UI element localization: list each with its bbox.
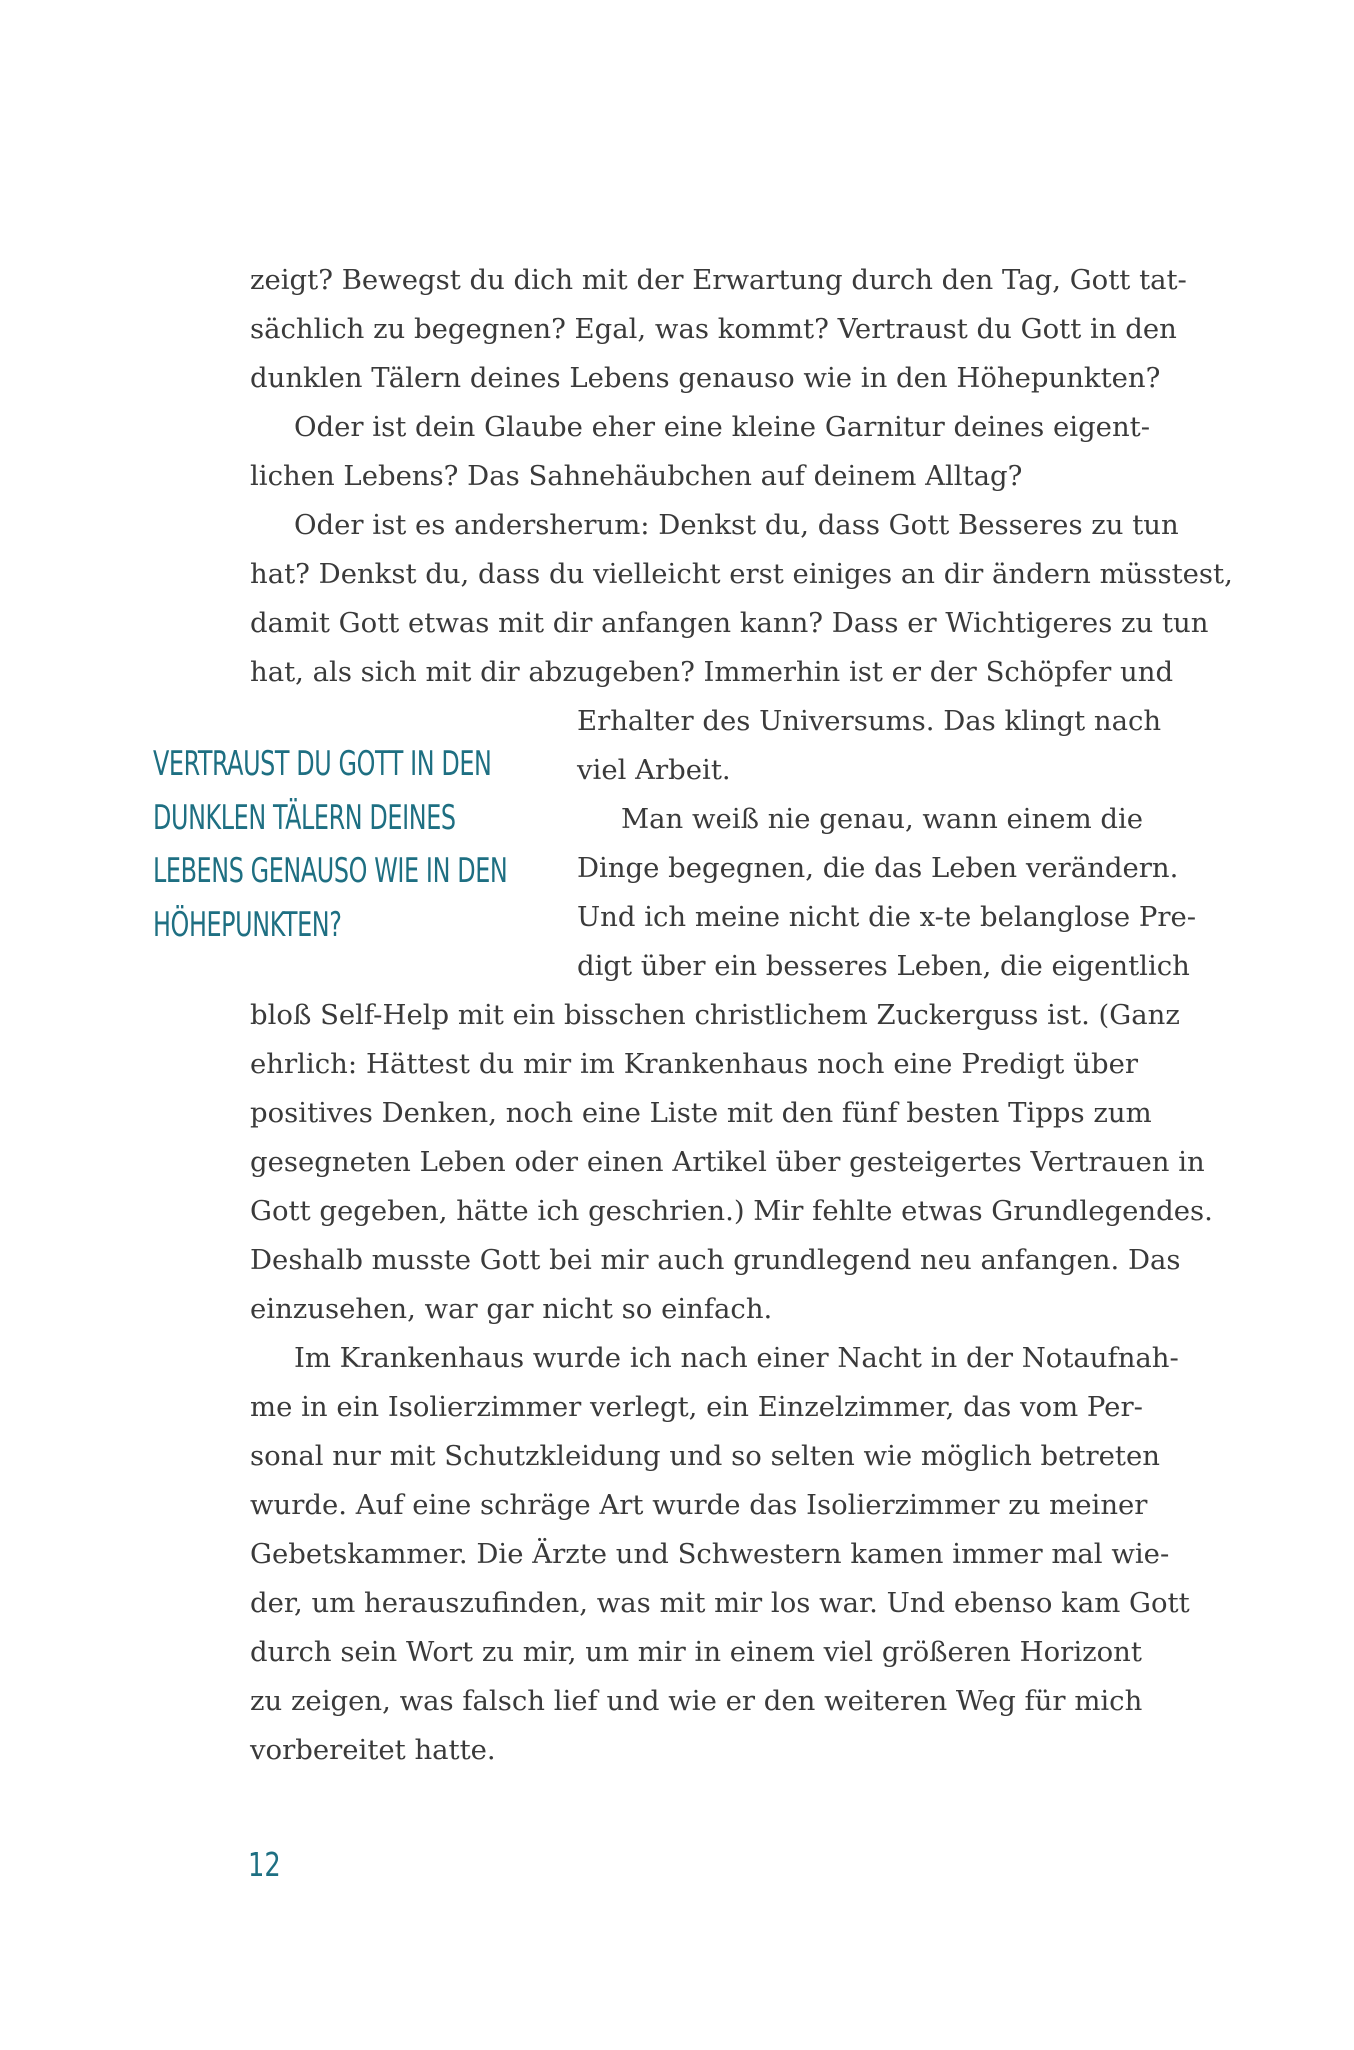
body-line: sächlich zu begegnen? Egal, was kommt? Vertraust du Gott in den [250,313,1177,345]
body-line: sonal nur mit Schutzkleidung und so selten wie möglich betreten [250,1440,1160,1472]
pull-quote [153,738,559,952]
body-line: zu zeigen, was falsch lief und wie er den weiteren Weg für mich [250,1685,1143,1717]
body-line: lichen Lebens? Das Sahnehäubchen auf deinem Alltag? [250,460,1023,492]
body-line: dunklen Tälern deines Lebens genauso wie in den Höhepunkten? [250,362,1161,394]
pull-quote-line: HÖHEPUNKTEN? [153,904,342,945]
body-line: Im Krankenhaus wurde ich nach einer Nacht in der Notaufnah- [294,1342,1179,1374]
body-line: hat, als sich mit dir abzugeben? Immerhin ist er der Schöpfer und [250,656,1174,688]
body-line: Gebetskammer. Die Ärzte und Schwestern kamen immer mal wie- [250,1538,1170,1570]
body-line: Deshalb musste Gott bei mir auch grundlegend neu anfangen. Das [250,1244,1181,1276]
body-line: Und ich meine nicht die x-te belanglose Pre- [577,901,1197,933]
body-line: vorbereitet hatte. [250,1734,496,1766]
body-line: der, um herauszufinden, was mit mir los war. Und ebenso kam Gott [250,1587,1190,1619]
body-line: zeigt? Bewegst du dich mit der Erwartung durch den Tag, Gott tat- [250,264,1187,296]
pull-quote-line: VERTRAUST DU GOTT IN DEN [153,744,492,784]
body-line: ehrlich: Hättest du mir im Krankenhaus noch eine Predigt über [250,1048,1138,1080]
body-line: damit Gott etwas mit dir anfangen kann? Dass er Wichtigeres zu tun [250,607,1209,639]
body-line: Gott gegeben, hätte ich geschrien.) Mir fehlte etwas Grundlegendes. [250,1195,1213,1227]
body-line: positives Denken, noch eine Liste mit den fünf besten Tipps zum [250,1097,1152,1129]
body-line: Oder ist es andersherum: Denkst du, dass Gott Besseres zu tun [294,509,1179,541]
body-line: Dinge begegnen, die das Leben verändern. [577,852,1179,884]
body-line: gesegneten Leben oder einen Artikel über gesteigertes Vertrauen in [250,1146,1205,1178]
body-line: Man weiß nie genau, wann einem die [621,803,1144,835]
body-line: wurde. Auf eine schräge Art wurde das Isolierzimmer zu meiner [250,1489,1148,1521]
body-line: me in ein Isolierzimmer verlegt, ein Einzelzimmer, das vom Per- [250,1391,1143,1423]
body-line: Erhalter des Universums. Das klingt nach [577,705,1162,737]
body-line: Oder ist dein Glaube eher eine kleine Garnitur deines eigent- [294,411,1151,443]
body-line: hat? Denkst du, dass du vielleicht erst einiges an dir ändern müsstest, [250,558,1233,590]
pull-quote-line: DUNKLEN TÄLERN DEINES [153,797,456,838]
body-line: bloß Self-Help mit ein bisschen christlichem Zuckerguss ist. (Ganz [250,999,1180,1031]
page-number: 12 [248,1845,281,1884]
body-line: durch sein Wort zu mir, um mir in einem viel größeren Horizont [250,1636,1142,1668]
body-line: einzusehen, war gar nicht so einfach. [250,1293,773,1325]
pull-quote-line: LEBENS GENAUSO WIE IN DEN [153,851,508,891]
body-line: digt über ein besseres Leben, die eigentlich [577,950,1190,982]
body-line: viel Arbeit. [577,754,731,786]
